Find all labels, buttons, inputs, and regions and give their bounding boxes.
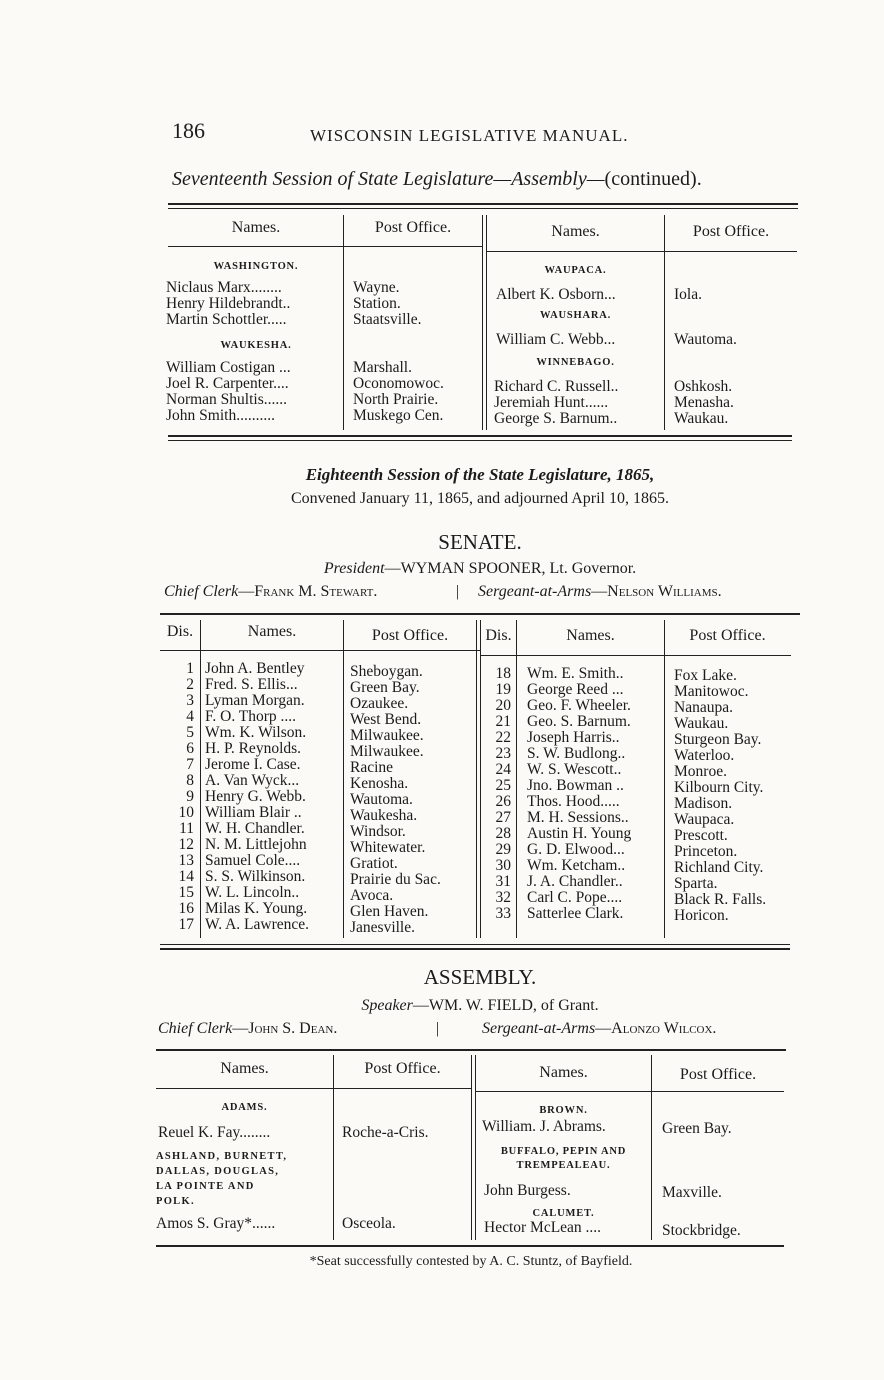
assembly-sergeant: [482, 1020, 716, 1038]
post-office: Staatsville.: [353, 311, 422, 328]
senator-name: William Blair ..: [205, 804, 302, 821]
session18-title: Eighteenth Session of the State Legislature, 1865,: [305, 465, 655, 484]
ashland-office: Osceola.: [342, 1215, 396, 1232]
post-office: Richland City.: [674, 859, 764, 876]
post-office: Manitowoc.: [674, 683, 749, 700]
buffalo-name: John Burgess.: [484, 1182, 571, 1199]
post-office: Waterloo.: [674, 747, 735, 764]
county-ashland-group: [156, 1149, 328, 1209]
s17-header-names-left: Names.: [231, 219, 281, 236]
district: 1: [186, 660, 194, 677]
post-office: Muskego Cen.: [353, 407, 444, 424]
name: Joel R. Carpenter....: [166, 375, 289, 392]
post-office: Milwaukee.: [350, 727, 424, 744]
district: 29: [495, 841, 511, 858]
buffalo-office: Maxville.: [662, 1184, 722, 1201]
assembly-sep: |: [436, 1020, 440, 1037]
district: 18: [495, 665, 511, 682]
asm-header-names-left: Names.: [220, 1060, 269, 1077]
county-line: ASHLAND, BURNETT,: [156, 1151, 288, 1162]
adams-name: Reuel K. Fay........: [158, 1124, 271, 1141]
senator-name: J. A. Chandler..: [527, 873, 623, 890]
county-washington: WASHINGTON.: [213, 261, 299, 272]
sergeant-value: —Alonzo Wilcox.: [595, 1020, 717, 1037]
county-line: TREMPEALEAU.: [516, 1160, 611, 1171]
district: 33: [495, 905, 511, 922]
post-office: Black R. Falls.: [674, 891, 767, 908]
senate-sep: |: [456, 583, 460, 600]
continued-heading-italic: Seventeenth Session of State Legislature—Assembly—: [172, 168, 605, 190]
county-adams: ADAMS.: [221, 1102, 268, 1113]
district: 9: [186, 788, 194, 805]
senator-name: Milas K. Young.: [205, 900, 308, 917]
district: 11: [179, 820, 194, 837]
senator-name: M. H. Sessions..: [527, 809, 629, 826]
senator-name: N. M. Littlejohn: [205, 836, 307, 853]
senator-name: W. L. Lincoln..: [205, 884, 300, 901]
post-office: Milwaukee.: [350, 743, 424, 760]
post-office: Janesville.: [350, 919, 415, 936]
senator-name: Lyman Morgan.: [205, 692, 305, 709]
speaker-value: —WM. W. FIELD, of Grant.: [412, 997, 599, 1014]
senator-name: Satterlee Clark.: [527, 905, 624, 922]
adams-office: Roche-a-Cris.: [342, 1124, 429, 1141]
post-office: Fox Lake.: [674, 667, 737, 684]
post-office: Waupaca.: [674, 811, 735, 828]
post-office: Nanaupa.: [674, 699, 733, 716]
post-office: Oconomowoc.: [353, 375, 444, 392]
waukesha-offices: [353, 360, 444, 424]
senator-name: Jno. Bowman ..: [527, 777, 624, 794]
brown-name: William. J. Abrams.: [482, 1118, 606, 1135]
post-office: Princeton.: [674, 843, 738, 860]
senator-name: Wm. E. Smith..: [527, 665, 624, 682]
footnote: *Seat successfully contested by A. C. Stuntz, of Bayfield.: [309, 1254, 633, 1269]
senator-name: John A. Bentley: [205, 660, 305, 677]
district: 2: [186, 676, 194, 693]
district: 25: [495, 777, 511, 794]
assembly-heading: ASSEMBLY.: [423, 965, 537, 989]
senator-name: S. S. Wilkinson.: [205, 868, 306, 885]
senate-header-names-left: Names.: [247, 623, 297, 640]
county-calumet: CALUMET.: [532, 1208, 595, 1219]
continued-heading: [172, 168, 702, 191]
president-value: —WYMAN SPOONER, Lt. Governor.: [384, 560, 637, 577]
district: 26: [495, 793, 511, 810]
s17-header-post-right: Post Office.: [692, 223, 770, 240]
waupaca-office: Iola.: [674, 286, 702, 303]
post-office: Glen Haven.: [350, 903, 429, 920]
senate-offices-left: [350, 664, 441, 936]
post-office: Sparta.: [674, 875, 718, 892]
district: 4: [186, 708, 194, 725]
senate-heading: SENATE.: [438, 530, 522, 554]
post-office: Sturgeon Bay.: [674, 731, 762, 748]
post-office: Marshall.: [353, 359, 412, 376]
post-office: Ozaukee.: [350, 695, 409, 712]
senator-name: S. W. Budlong..: [527, 745, 626, 762]
name: George S. Barnum..: [494, 410, 618, 427]
county-waupaca: WAUPACA.: [544, 265, 607, 276]
senator-name: Wm. K. Wilson.: [205, 724, 307, 741]
s17-header-post-left: Post Office.: [374, 219, 452, 236]
name: Richard C. Russell..: [494, 378, 619, 395]
county-line: BUFFALO, PEPIN AND: [500, 1146, 627, 1157]
name: Jeremiah Hunt......: [494, 394, 609, 411]
winnebago-names: [494, 379, 618, 427]
post-office: Sheboygan.: [350, 663, 423, 680]
post-office: Madison.: [674, 795, 733, 812]
senator-name: Samuel Cole....: [205, 852, 301, 869]
district: 22: [495, 729, 511, 746]
district: 12: [178, 836, 194, 853]
senator-name: G. D. Elwood...: [527, 841, 625, 858]
district: 31: [495, 873, 511, 890]
senator-name: Austin H. Young: [527, 825, 632, 842]
waushara-office: Wautoma.: [674, 331, 737, 348]
senate-dis-left: [160, 661, 194, 933]
senator-name: A. Van Wyck...: [205, 772, 300, 789]
county-winnebago: WINNEBAGO.: [536, 357, 615, 368]
washington-names: [166, 280, 290, 328]
senator-name: Carl C. Pope....: [527, 889, 623, 906]
post-office: Wayne.: [353, 279, 400, 296]
post-office: Station.: [353, 295, 401, 312]
county-waukesha: WAUKESHA.: [220, 340, 292, 351]
district: 20: [495, 697, 511, 714]
district: 19: [495, 681, 511, 698]
senate-president: [160, 560, 800, 578]
session18-subtitle: Convened January 11, 1865, and adjourned April 10, 1865.: [290, 490, 669, 507]
waupaca-name: Albert K. Osborn...: [496, 286, 616, 303]
president-label: President: [323, 560, 385, 577]
district: 15: [178, 884, 194, 901]
senator-name: Joseph Harris..: [527, 729, 620, 746]
senator-name: Thos. Hood.....: [527, 793, 620, 810]
post-office: Waukesha.: [350, 807, 418, 824]
senate-header-post-right: Post Office.: [689, 627, 766, 644]
name: John Smith..........: [166, 407, 275, 424]
county-brown: BROWN.: [539, 1105, 588, 1116]
district: 30: [495, 857, 511, 874]
post-office: Monroe.: [674, 763, 727, 780]
post-office: Avoca.: [350, 887, 394, 904]
district: 6: [186, 740, 194, 757]
post-office: Waukau.: [674, 715, 729, 732]
waushara-name: William C. Webb...: [496, 331, 616, 348]
district: 16: [178, 900, 194, 917]
district: 10: [178, 804, 194, 821]
senate-header-dis-left: Dis.: [166, 623, 194, 640]
post-office: Kenosha.: [350, 775, 409, 792]
county-buffalo-group: [476, 1145, 651, 1173]
senate-offices-right: [674, 668, 766, 924]
asm-header-post-right: Post Office.: [679, 1066, 757, 1083]
post-office: West Bend.: [350, 711, 422, 728]
name: William Costigan ...: [166, 359, 291, 376]
county-line: POLK.: [156, 1196, 195, 1207]
district: 17: [178, 916, 194, 933]
post-office: Prescott.: [674, 827, 728, 844]
sergeant-label: Sergeant-at-Arms: [478, 583, 592, 600]
post-office: Green Bay.: [350, 679, 420, 696]
post-office: Horicon.: [674, 907, 729, 924]
senator-name: W. A. Lawrence.: [205, 916, 310, 933]
district: 28: [495, 825, 511, 842]
district: 13: [178, 852, 194, 869]
calumet-office: Stockbridge.: [662, 1222, 741, 1239]
senate-header-names-right: Names.: [566, 627, 615, 644]
post-office: Menasha.: [674, 394, 734, 411]
chief-clerk-value: —Frank M. Stewart.: [238, 583, 378, 600]
district: 23: [495, 745, 511, 762]
post-office: Oshkosh.: [674, 378, 733, 395]
name: Norman Shultis......: [166, 391, 287, 408]
post-office: Windsor.: [350, 823, 406, 840]
post-office: Kilbourn City.: [674, 779, 764, 796]
asm-header-names-right: Names.: [539, 1064, 588, 1081]
senator-name: W. H. Chandler.: [205, 820, 305, 837]
assembly-chief-clerk: [158, 1020, 337, 1038]
district: 21: [495, 713, 511, 730]
ashland-name: Amos S. Gray*......: [156, 1215, 276, 1232]
senate-names-right: [527, 666, 631, 922]
county-line: DALLAS, DOUGLAS,: [156, 1166, 280, 1177]
district: 24: [495, 761, 511, 778]
district: 32: [495, 889, 511, 906]
assembly-speaker: [160, 997, 800, 1015]
district: 27: [495, 809, 511, 826]
post-office: North Prairie.: [353, 391, 439, 408]
senator-name: George Reed ...: [527, 681, 624, 698]
post-office: Prairie du Sac.: [350, 871, 441, 888]
sergeant-label: Sergeant-at-Arms: [482, 1020, 596, 1037]
post-office: Gratiot.: [350, 855, 398, 872]
district: 5: [186, 724, 194, 741]
asm-header-post-left: Post Office.: [364, 1060, 441, 1077]
senator-name: Geo. S. Barnum.: [527, 713, 631, 730]
senator-name: Fred. S. Ellis...: [205, 676, 298, 693]
senate-header-dis-right: Dis.: [485, 627, 512, 644]
senate-header-post-left: Post Office.: [371, 627, 449, 644]
district: 8: [186, 772, 194, 789]
senate-sergeant: [478, 583, 722, 601]
district: 14: [178, 868, 194, 885]
senate-dis-right: [481, 666, 511, 922]
district: 3: [186, 692, 194, 709]
s17-header-names-right: Names.: [551, 223, 600, 240]
senator-name: H. P. Reynolds.: [205, 740, 302, 757]
post-office: Waukau.: [674, 410, 729, 427]
senator-name: Jerome I. Case.: [205, 756, 301, 773]
continued-heading-plain: (continued).: [604, 168, 702, 190]
senate-chief-clerk: [164, 583, 377, 601]
post-office: Racine: [350, 759, 394, 776]
senator-name: Geo. F. Wheeler.: [527, 697, 631, 714]
county-waushara: WAUSHARA.: [539, 310, 612, 321]
winnebago-offices: [674, 379, 734, 427]
page-number: 186: [172, 118, 205, 143]
senator-name: W. S. Wescott..: [527, 761, 622, 778]
post-office: Whitewater.: [350, 839, 426, 856]
sergeant-value: —Nelson Williams.: [591, 583, 722, 600]
senator-name: Henry G. Webb.: [205, 788, 306, 805]
senator-name: Wm. Ketcham..: [527, 857, 626, 874]
county-line: LA POINTE AND: [156, 1181, 255, 1192]
chief-clerk-label: Chief Clerk: [164, 583, 239, 600]
waukesha-names: [166, 360, 291, 424]
calumet-name: Hector McLean ....: [484, 1219, 602, 1236]
chief-clerk-value: —John S. Dean.: [232, 1020, 338, 1037]
running-title: WISCONSIN LEGISLATIVE MANUAL.: [310, 126, 629, 145]
brown-office: Green Bay.: [662, 1120, 732, 1137]
district: 7: [186, 756, 194, 773]
name: Henry Hildebrandt..: [166, 295, 291, 312]
name: Niclaus Marx........: [166, 279, 282, 296]
senator-name: F. O. Thorp ....: [205, 708, 297, 725]
senate-names-left: [205, 661, 309, 933]
speaker-label: Speaker: [361, 997, 413, 1014]
name: Martin Schottler.....: [166, 311, 287, 328]
washington-offices: [353, 280, 421, 328]
post-office: Wautoma.: [350, 791, 413, 808]
chief-clerk-label: Chief Clerk: [158, 1020, 233, 1037]
